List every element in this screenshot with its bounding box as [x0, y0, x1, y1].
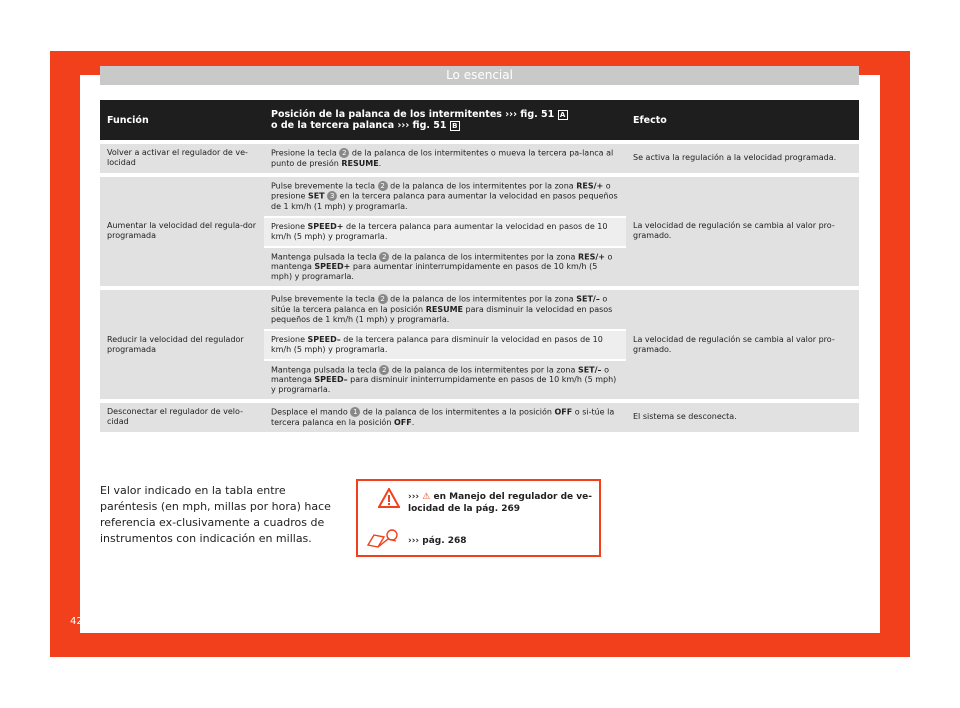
- text: para aumentar ininterrumpidamente en pasos de 10 km/h (5 mph) y programarla.: [271, 262, 598, 281]
- off-symbol: OFF: [554, 407, 573, 417]
- cell-funcion: Aumentar la velocidad del regula-dor programada: [100, 173, 264, 287]
- text: Mantenga pulsada la tecla: [271, 365, 377, 374]
- text: ›››: [408, 492, 420, 502]
- cell-funcion: Desconectar el regulador de velo-cidad: [100, 399, 264, 432]
- cell-posicion: [264, 359, 626, 400]
- header-posicion: [264, 100, 626, 140]
- off-symbol: OFF: [393, 417, 412, 427]
- speed-plus-symbol: SPEED+: [307, 221, 344, 231]
- function-table: [100, 100, 859, 432]
- text: Mantenga pulsada la tecla: [271, 252, 377, 261]
- text: Presione: [271, 221, 305, 231]
- number-2-icon: 2: [339, 148, 349, 158]
- text: o sitúe la tercera palanca en la posición: [271, 294, 608, 314]
- set-minus-symbol: SET/–: [577, 365, 602, 374]
- header-funcion: Función: [100, 100, 264, 140]
- res-plus-symbol: RES/+: [576, 181, 604, 190]
- header-posicion-line2: o de la tercera palanca ››› fig. 51: [271, 120, 447, 131]
- text: Presione la tecla: [271, 148, 337, 158]
- number-2-icon: 2: [379, 252, 389, 262]
- cell-posicion: [264, 246, 626, 287]
- table-row: [100, 286, 859, 329]
- cell-efecto: El sistema se desconecta.: [626, 399, 859, 432]
- inline-warning-icon: ⚠: [422, 492, 431, 502]
- text: de la palanca de los intermitentes por la zona: [391, 365, 576, 374]
- header-posicion-line1: Posición de la palanca de los intermitentes ››› fig. 51: [271, 109, 555, 120]
- text: de la palanca de los intermitentes por la zona: [390, 181, 574, 190]
- text: o si-túe la tercera palanca en la posición: [271, 407, 615, 427]
- text: en Manejo del regulador de ve-locidad de la pág. 269: [408, 492, 592, 514]
- set-symbol: SET: [307, 191, 325, 201]
- res-plus-symbol: RES/+: [577, 252, 605, 261]
- fig-b-icon: B: [450, 121, 460, 131]
- table-row: [100, 399, 859, 432]
- number-3-icon: 3: [327, 191, 337, 201]
- text: Pulse brevemente la tecla: [271, 181, 376, 190]
- text: en la tercera palanca para aumentar la velocidad en pasos pequeños de 1 km/h (1 mph) y programarla.: [271, 191, 618, 211]
- cell-posicion: [264, 216, 626, 246]
- page-reference: ››› pág. 268: [408, 536, 467, 546]
- speed-minus-symbol: SPEED–: [307, 334, 341, 344]
- fig-a-icon: A: [558, 110, 568, 120]
- speed-minus-symbol: SPEED–: [314, 375, 348, 384]
- set-minus-symbol: SET/–: [576, 294, 600, 304]
- text: o mantenga: [271, 252, 613, 271]
- number-2-icon: 2: [379, 365, 389, 375]
- cell-funcion: Volver a activar el regulador de ve-locidad: [100, 140, 264, 173]
- page-number: 42: [70, 616, 83, 627]
- section-title: Lo esencial: [100, 66, 859, 85]
- warning-reference: [408, 491, 599, 515]
- resume-symbol: RESUME: [341, 158, 379, 168]
- header-efecto: Efecto: [626, 100, 859, 140]
- table-header-row: [100, 100, 859, 140]
- cell-posicion: [264, 173, 626, 216]
- table-row: [100, 173, 859, 216]
- number-2-icon: 2: [378, 181, 388, 191]
- text: .: [411, 417, 415, 427]
- cell-posicion: [264, 140, 626, 173]
- number-1-icon: 1: [350, 407, 360, 417]
- cell-efecto: La velocidad de regulación se cambia al valor pro-gramado.: [626, 286, 859, 399]
- text: Pulse brevemente la tecla: [271, 294, 376, 304]
- text: para disminuir ininterrumpidamente en pasos de 10 km/h (5 mph) y programarla.: [271, 375, 617, 394]
- warning-box: [356, 479, 601, 557]
- cell-funcion: Reducir la velocidad del regulador programada: [100, 286, 264, 399]
- text: de la palanca de los intermitentes por la zona: [390, 294, 574, 304]
- cell-efecto: Se activa la regulación a la velocidad programada.: [626, 140, 859, 173]
- text: de la palanca de los intermitentes o mueva la tercera pa-lanca al punto de presión: [271, 148, 614, 168]
- text: de la palanca de los intermitentes por la zona: [391, 252, 576, 261]
- text: o mantenga: [271, 365, 610, 384]
- resume-symbol: RESUME: [425, 304, 463, 314]
- footnote: El valor indicado en la tabla entre paréntesis (en mph, millas por hora) hace referencia ex-clusivamente a cuadros de instrumentos con indicación en millas.: [100, 484, 331, 545]
- text: .: [378, 158, 382, 168]
- cell-posicion: [264, 329, 626, 359]
- speed-plus-symbol: SPEED+: [314, 262, 351, 271]
- text: Presione: [271, 334, 305, 344]
- text: o presione: [271, 181, 611, 201]
- text: de la palanca de los intermitentes a la posición: [362, 407, 552, 417]
- cell-efecto: La velocidad de regulación se cambia al valor pro-gramado.: [626, 173, 859, 287]
- warning-triangle-icon: [378, 488, 400, 508]
- text: Desplace el mando: [271, 407, 348, 417]
- cell-posicion: [264, 399, 626, 432]
- cell-posicion: [264, 286, 626, 329]
- text: de la tercera palanca para disminuir la velocidad en pasos de 10 km/h (5 mph) y programarla.: [271, 334, 603, 354]
- number-2-icon: 2: [378, 294, 388, 304]
- table-row: [100, 140, 859, 173]
- text: para disminuir la velocidad en pasos pequeños de 1 km/h (1 mph) y programarla.: [271, 304, 613, 324]
- text: de la tercera palanca para aumentar la velocidad en pasos de 10 km/h (5 mph) y programarla.: [271, 221, 608, 241]
- book-info-icon: [366, 527, 400, 549]
